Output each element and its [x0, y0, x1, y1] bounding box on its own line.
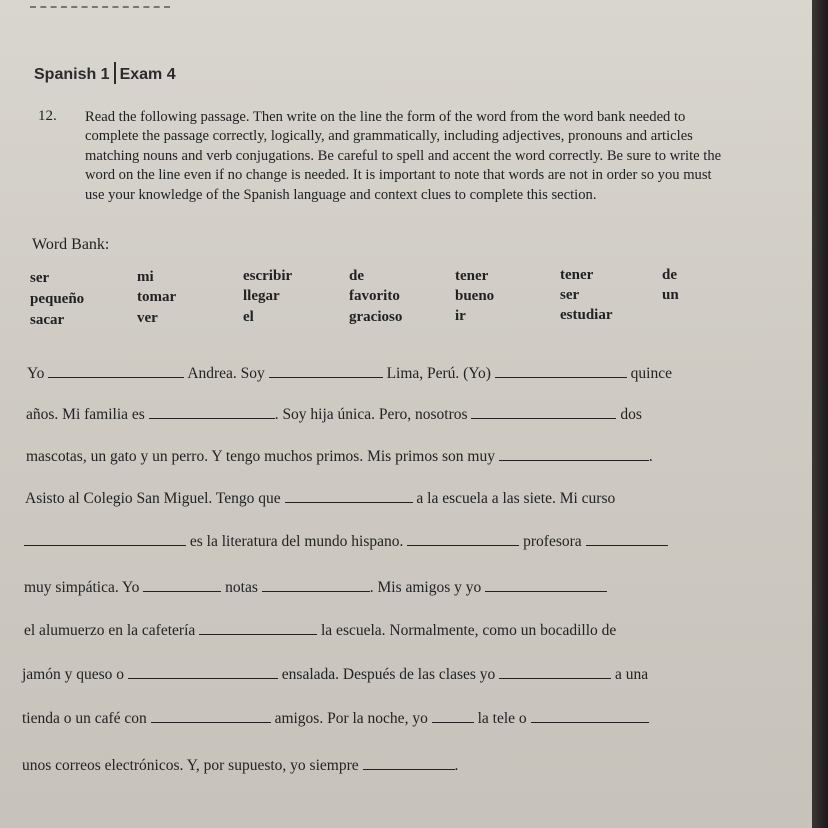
- word-bank-word: favorito: [349, 288, 400, 304]
- answer-blank[interactable]: [48, 363, 184, 378]
- answer-blank[interactable]: [262, 577, 370, 592]
- answer-blank[interactable]: [499, 446, 649, 461]
- word-bank-word: tomar: [137, 289, 177, 305]
- passage-text: la escuela. Normalmente, como un bocadillo de: [321, 622, 617, 639]
- question-number: 12.: [38, 108, 57, 124]
- question-instructions: Read the following passage. Then write on the line the form of the word from the word bank needed to complete the passage correctly, logically, and grammatically, including adjectives, pronouns and articles matching nouns and verb conjugations. Be careful to spell and accent the word correctly. Be sure to write the word on the line even if no change is needed. It is important to note that words are not in order so you must use your knowledge of the Spanish language and context clues to complete this section.: [85, 109, 722, 203]
- page-header: [34, 62, 176, 84]
- passage-text: Lima, Perú. (Yo): [386, 365, 491, 382]
- word-bank-word: ser: [560, 287, 580, 303]
- passage-text: a una: [615, 666, 649, 683]
- passage-line: [22, 755, 458, 775]
- answer-blank[interactable]: [149, 404, 275, 419]
- passage-text: . Mis amigos y yo: [369, 579, 482, 596]
- passage-line: [24, 577, 607, 597]
- passage-text: amigos. Por la noche, yo: [274, 710, 428, 727]
- header-divider: [114, 62, 116, 84]
- answer-blank[interactable]: [363, 755, 455, 770]
- passage-text: es la literatura del mundo hispano.: [189, 533, 404, 550]
- passage-text: .: [454, 757, 459, 774]
- word-bank-word: ir: [455, 308, 466, 324]
- answer-blank[interactable]: [485, 577, 607, 592]
- word-bank-word: estudiar: [560, 307, 613, 323]
- word-bank-word: escribir: [243, 268, 293, 284]
- passage-text: jamón y queso o: [22, 666, 125, 683]
- passage-text: Andrea. Soy: [187, 365, 265, 382]
- course-title: Spanish 1: [34, 66, 110, 83]
- passage-text: dos: [620, 406, 642, 423]
- top-edge-marks: [30, 0, 170, 8]
- exam-title: Exam 4: [119, 66, 176, 83]
- passage-text: años. Mi familia es: [26, 406, 145, 423]
- word-bank-word: tener: [560, 267, 594, 283]
- word-bank-word: de: [349, 268, 364, 284]
- passage-text: la tele o: [477, 710, 527, 727]
- passage-text: profesora: [523, 533, 582, 550]
- word-bank-word: un: [662, 287, 679, 303]
- passage-text: quince: [630, 365, 672, 382]
- word-bank-word: mi: [137, 269, 154, 285]
- answer-blank[interactable]: [432, 708, 474, 723]
- passage-text: .: [648, 448, 653, 465]
- passage-text: a la escuela a las siete. Mi curso: [416, 490, 616, 507]
- word-bank-word: bueno: [455, 288, 495, 304]
- passage-line: [22, 664, 648, 684]
- passage-line: [25, 488, 615, 508]
- answer-blank[interactable]: [269, 363, 383, 378]
- word-bank-word: de: [662, 267, 677, 283]
- passage-line: [27, 363, 672, 383]
- passage-line: [22, 708, 649, 728]
- passage-text: ensalada. Después de las clases yo: [281, 666, 496, 683]
- passage-line: [24, 620, 616, 640]
- word-bank-word: sacar: [30, 312, 65, 328]
- word-bank-word: llegar: [243, 288, 280, 304]
- passage-line: [26, 446, 653, 466]
- passage-text: unos correos electrónicos. Y, por supuesto, yo siempre: [22, 757, 359, 774]
- answer-blank[interactable]: [143, 577, 221, 592]
- passage-text: mascotas, un gato y un perro. Y tengo muchos primos. Mis primos son muy: [26, 448, 495, 465]
- passage-text: . Soy hija única. Pero, nosotros: [274, 406, 468, 423]
- passage-line: [26, 404, 642, 424]
- answer-blank[interactable]: [499, 664, 611, 679]
- answer-blank[interactable]: [151, 708, 271, 723]
- word-bank-word: ser: [30, 270, 50, 286]
- page-edge-shadow: [812, 0, 828, 828]
- passage-text: notas: [225, 579, 258, 596]
- answer-blank[interactable]: [24, 531, 186, 546]
- word-bank-word: tener: [455, 268, 489, 284]
- answer-blank[interactable]: [471, 404, 616, 419]
- answer-blank[interactable]: [128, 664, 278, 679]
- answer-blank[interactable]: [199, 620, 317, 635]
- passage-text: el alumuerzo en la cafetería: [24, 622, 196, 639]
- word-bank-word: gracioso: [349, 309, 403, 325]
- answer-blank[interactable]: [285, 488, 413, 503]
- word-bank-word: ver: [137, 310, 158, 326]
- word-bank-word: el: [243, 309, 254, 325]
- answer-blank[interactable]: [407, 531, 519, 546]
- passage-text: Yo: [27, 365, 45, 382]
- passage-text: muy simpática. Yo: [24, 579, 140, 596]
- answer-blank[interactable]: [495, 363, 627, 378]
- passage-text: Asisto al Colegio San Miguel. Tengo que: [25, 490, 281, 507]
- answer-blank[interactable]: [586, 531, 668, 546]
- word-bank-word: pequeño: [30, 291, 85, 307]
- passage-line: [24, 531, 668, 551]
- passage-text: tienda o un café con: [22, 710, 147, 727]
- answer-blank[interactable]: [531, 708, 649, 723]
- word-bank-title: Word Bank:: [32, 236, 110, 253]
